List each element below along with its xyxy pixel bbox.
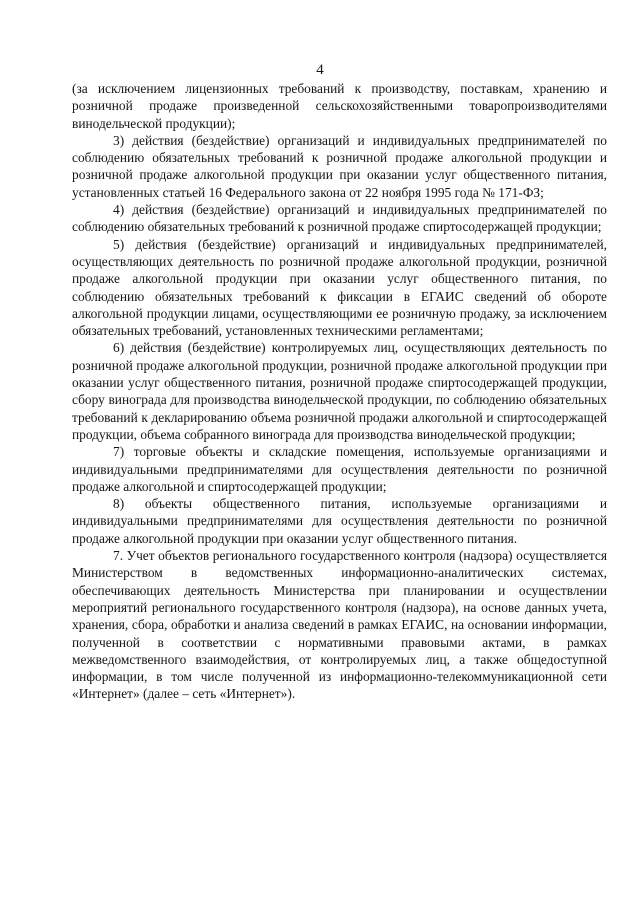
paragraph-item-6: 6) действия (бездействие) контролируемых лиц, осуществляющих деятельность по розничной продаже алкогольной продукции, розничной продаже алкогольной продукции при оказании услуг общественного питания, розничной продаже спиртосодержащей продукции, сбору винограда для производства винодельческой продукции, по соблюдению обязательных требований к декларированию объема розничной продажи алкогольной и спиртосодержащей продукции, объема собранного винограда для производства винодельческой продукции; bbox=[72, 340, 607, 442]
paragraph-item-5: 5) действия (бездействие) организаций и индивидуальных предпринимателей, осуществляющих деятельность по розничной продаже алкогольной продукции, розничной продаже алкогольной продукции при оказании услуг общественного питания, по соблюдению обязательных требований к фиксации в ЕГАИС сведений об обороте алкогольной продукции лицами, осуществляющими ее розничную продажу, за исключением обязательных требований, установленных техническими регламентами; bbox=[72, 236, 607, 339]
paragraph-item-4: 4) действия (бездействие) организаций и индивидуальных предпринимателей по соблюдению обязательных требований к розничной продаже спиртосодержащей продукции; bbox=[72, 202, 607, 235]
paragraph-section-7: 7. Учет объектов регионального государственного контроля (надзора) осуществляется Министерством в ведомственных информационно-аналитических системах, обеспечивающих деятельность Министерства при планировании и осуществлении мероприятий регионального государственного контроля (надзора), на основе данных учета, хранения, сбора, обработки и анализа сведений в рамках ЕГАИС, на основании информации, полученной в соответствии с нормативными правовыми актами, в рамках межведомственного взаимодействия, от контролируемых лиц, а также общедоступной информации, в том числе полученной из информационно-телекоммуникационной сети «Интернет» (далее – сеть «Интернет»). bbox=[72, 548, 607, 702]
paragraph-item-8: 8) объекты общественного питания, используемые организациями и индивидуальными предпринимателями для осуществления деятельности по розничной продаже алкогольной продукции при оказании услуг общественного питания. bbox=[72, 496, 607, 546]
paragraph-item-3: 3) действия (бездействие) организаций и индивидуальных предпринимателей по соблюдению обязательных требований к розничной продаже алкогольной продукции и розничной продаже алкогольной продукции при оказании услуг общественного питания, установленных статьей 16 Федерального закона от 22 ноября 1995 года № 171-ФЗ; bbox=[72, 132, 607, 200]
paragraph-intro-continuation: (за исключением лицензионных требований к производству, поставкам, хранению и розничной продаже произведенной сельскохозяйственными товаропроизводителями винодельческой продукции); bbox=[72, 81, 607, 131]
paragraph-item-7: 7) торговые объекты и складские помещения, используемые организациями и индивидуальными предпринимателями для осуществления деятельности по розничной продаже алкогольной и спиртосодержащей продукции; bbox=[72, 444, 607, 494]
page-number: 4 bbox=[316, 62, 324, 78]
document-body bbox=[72, 80, 607, 703]
